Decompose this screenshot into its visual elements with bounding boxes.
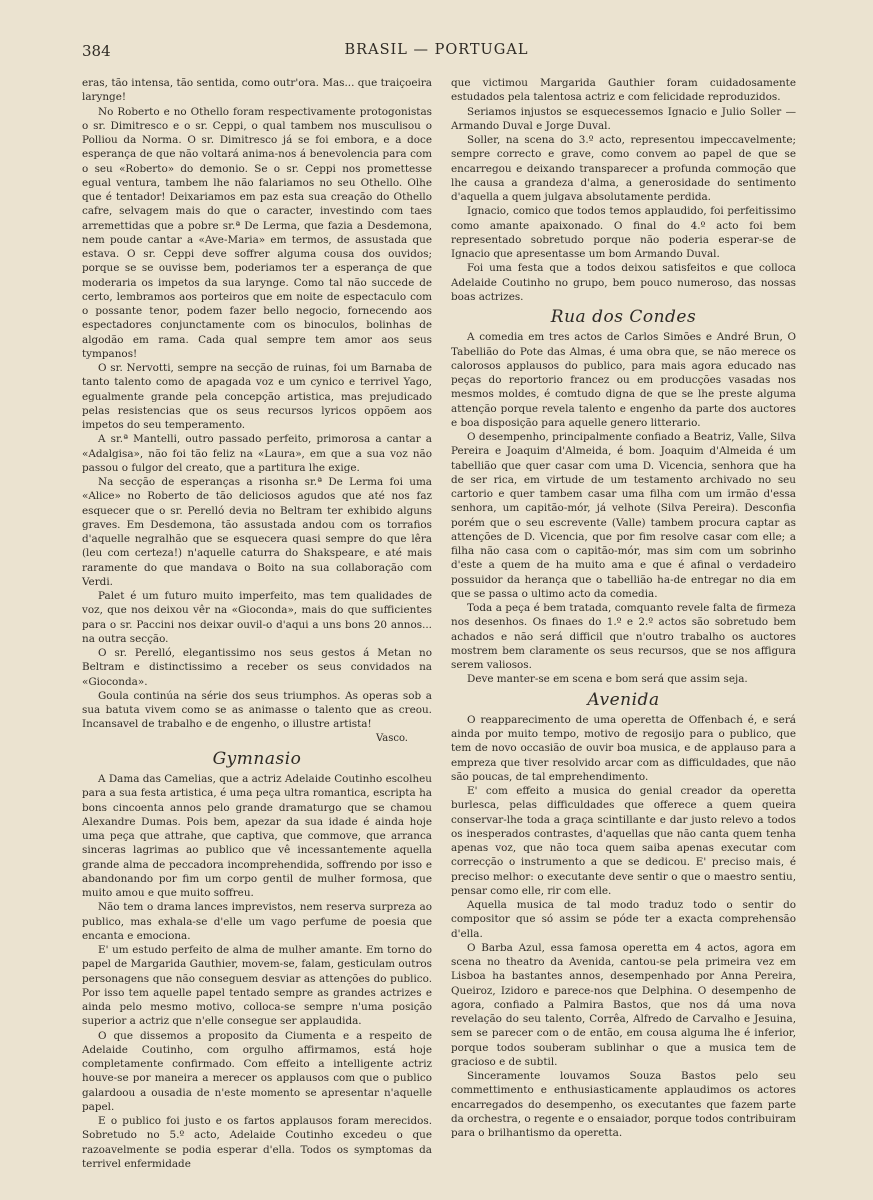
paragraph: Goula continúa na série dos seus triumphos. As operas sob a sua batuta vivem como se as animasse o talento que as creou. Incansavel de trabalho e de engenho, o illustre artista! (82, 689, 432, 731)
paragraph: A Dama das Camelias, que a actriz Adelaide Coutinho escolheu para a sua festa artistica, é uma peça ultra romantica, escripta ha bons cincoenta annos pelo grande dramaturgo que se chamou Alexandre Dumas. Pois bem, apezar da sua idade é ainda hoje uma peça que attrahe, que captiva, que commove, que arranca sinceras lagrimas ao publico que vê incessantemente aquella grande alma de peccadora incomprehendida, soffrendo por isso e abandonando por fim um corpo gentil de mulher formosa, que muito amou e que muito soffreu. (82, 773, 432, 899)
paragraph: E o publico foi justo e os fartos applausos foram merecidos. Sobretudo no 5.º acto, Adelaide Coutinho excedeu o que razoavelmente se podia esperar d'ella. Todos os symptomas da terrivel enfermidade (82, 1115, 432, 1170)
section-heading-rua-dos-condes: Rua dos Condes (550, 307, 697, 327)
section-heading-gymnasio: Gymnasio (212, 748, 302, 769)
paragraph: eras, tão intensa, tão sentida, como outr'ora. Mas... que traiçoeira larynge! (82, 77, 432, 104)
paragraph: Seriamos injustos se esquecessemos Ignacio e Julio Soller — Armando Duval e Jorge Duval. (451, 105, 796, 132)
left-column (82, 76, 432, 1171)
paragraph: O que dissemos a proposito da Ciumenta e a respeito de Adelaide Coutinho, com orgulho affirmamos, está hoje completamente confirmado. Com effeito a intelligente actriz houve-se por maneira a merecer os applausos com que o publico galardoou a ousadia de n'este momento se apresentar n'aquelle papel. (82, 1029, 432, 1113)
paragraph: Foi uma festa que a todos deixou satisfeitos e que colloca Adelaide Coutinho no grupo, bem pouco numeroso, das nossas boas actrizes. (451, 262, 796, 303)
paragraph: Ignacio, comico que todos temos applaudido, foi perfeitissimo como amante apaixonado. O final do 4.º acto foi bem representado sobretudo porque não poderia esperar-se de Ignacio que apresentasse um bom Armando Duval. (451, 205, 796, 260)
paragraph: O reapparecimento de uma operetta de Offenbach é, e será ainda por muito tempo, motivo de regosijo para o publico, que tem de novo occasião de ouvir boa musica, e de applauso para a empreza que tiver resolvido arcar com as difficuldades, que não são poucas, de tal emprehendimento. (451, 713, 796, 783)
paragraph: Sinceramente louvamos Souza Bastos pelo seu commettimento e enthusiasticamente applaudimos os actores encarregados do desempenho, os executantes que fazem parte da orchestra, o regente e o ensaiador, porque todos contribuiram para o brilhantismo da operetta. (451, 1070, 796, 1139)
paragraph: Na secção de esperanças a risonha sr.ª De Lerma foi uma «Alice» no Roberto de tão deliciosos agudos que até nos faz esquecer que o sr. Perelló devia no Beltram ter exhibido alguns graves. Em Desdemona, tão assustada andou com os torrafios d'aquelle negralhão que se esquecera quasi sempre do que lêra (leu com certeza!) n'aquelle caturra do Shakspeare, e até mais raramente do que mandava o Boito na sua collaboração com Verdi. (82, 476, 432, 588)
paragraph: O Barba Azul, essa famosa operetta em 4 actos, agora em scena no theatro da Avenida, cantou-se pela primeira vez em Lisboa ha bastantes annos, desempenhado por Anna Pereira, Queiroz, Izidoro e parece-nos que Delphina. O desempenho de agora, confiado a Palmira Bastos, que nos dá uma nova revelação do seu talento, Corrêa, Alfredo de Carvalho e Jesuina, sem se parecer com o de então, em cousa alguma lhe é inferior, porque todos souberam sublinhar o que a musica tem de gracioso e de subtil. (451, 941, 796, 1068)
paragraph: E' com effeito a musica do genial creador da operetta burlesca, pelas difficuldades que offerece a quem queira conservar-lhe toda a graça scintillante e dar justo relevo a todos os inesperados contrastes, d'aquellas que não canta quem tenha apenas voz, que não toca quem saiba apenas executar com correcção o instrumento a que se dedicou. E' preciso mais, é preciso melhor: o executante deve sentir o que o maestro sentiu, pensar como elle, rir com elle. (451, 785, 796, 897)
right-column (451, 76, 796, 1140)
paragraph: O sr. Perelló, elegantissimo nos seus gestos á Metan no Beltram e distinctissimo a receber os seus convidados na «Gioconda». (82, 647, 432, 688)
paragraph: Palet é um futuro muito imperfeito, mas tem qualidades de voz, que nos deixou vêr na «Gioconda», mais do que sufficientes para o sr. Paccini nos deixar ouvil-o d'aqui a uns bons 20 annos... na outra secção. (82, 590, 432, 645)
paragraph: Aquella musica de tal modo traduz todo o sentir do compositor que só assim se póde ter a exacta comprehensão d'ella. (451, 899, 796, 940)
paragraph: No Roberto e no Othello foram respectivamente protogonistas o sr. Dimitresco e o sr. Ceppi, o qual tambem nos musculisou o Polliou da Norma. O sr. Dimitresco já se foi embora, e a doce esperança de que não voltará anima-nos á benevolencia para com o seu «Roberto» do demonio. Se o sr. Ceppi nos promettesse egual ventura, tambem lhe não falariamos no seu Othello. Olhe que é tentador! Deixariamos em paz esta sua creação do Othello cafre, selvagem mais do que o caracter, investindo com taes arremettidas que a pobre sr.ª De Lerma, que fazia a Desdemona, nem poude cantar a «Ave-Maria» em termos, de assustada que estava. O sr. Ceppi deve soffrer alguma cousa dos ouvidos; porque se se ouvisse bem, poderiamos ter a esperança de que moderaria os impetos da sua larynge. Como tal não succede de certo, lembramos aos porteiros que em noite de espectaculo com o possante tenor, podem fazer bello negocio, fornecendo aos espectadores conjunctamente com os binoculos, bolinhas de algodão em rama. Cada qual sempre tem amor aos seus tympanos! (82, 105, 432, 360)
paragraph: Deve manter-se em scena e bom será que assim seja. (467, 673, 748, 686)
section-heading-avenida: Avenida (587, 689, 660, 710)
paragraph: O sr. Nervotti, sempre na secção de ruinas, foi um Barnaba de tanto talento como de apagada voz e um cynico e terrivel Yago, egualmente grande pela concepção artistica, mas prejudicado pelas resistencias que os seus recursos lyricos oppõem aos impetos do seu temperamento. (82, 362, 432, 431)
running-head-title: BRASIL — PORTUGAL (344, 42, 529, 58)
paragraph: O desempenho, principalmente confiado a Beatriz, Valle, Silva Pereira e Joaquim d'Almeida, é bom. Joaquim d'Almeida é um tabellião que quer casar com uma D. Vicencia, senhora que ha de ser rica, em virtude de um testamento archivado no seu cartorio e quer tambem casar uma filha com um irmão d'essa senhora, um capitão-mór, já velhote (Silva Pereira). Desconfia porém que o seu escrevente (Valle) tambem procura captar as attenções de D. Vicencia, que por fim resolve casar com elle; a filha não casa com o capitão-mór, mas sim com um sobrinho d'este a quem de ha muito ama e que é afinal o verdadeiro possuidor da herança que o tabellião ha-de entregar no dia em que se passa o ultimo acto da comedia. (451, 431, 796, 600)
paragraph: Não tem o drama lances imprevistos, nem reserva surpreza ao publico, mas exhala-se d'elle um vago perfume de poesia que encanta e emociona. (82, 901, 432, 942)
paragraph: Soller, na scena do 3.º acto, representou impeccavelmente; sempre correcto e grave, como convem ao papel de que se encarregou e deixando transparecer a profunda commoção que lhe causa a grandeza d'alma, a generosidade do sentimento d'aquella a quem julgava absolutamente perdida. (451, 134, 796, 203)
author-signature: Vasco. (375, 732, 408, 744)
paragraph: E' um estudo perfeito de alma de mulher amante. Em torno do papel de Margarida Gauthier, movem-se, falam, gesticulam outros personagens que não conseguem desviar as attenções do publico. Por isso tem aquelle papel tentado sempre as grandes actrizes e ainda pelo mesmo motivo, colloca-se sempre n'uma posição superior a actriz que n'elle consegue ser applaudida. (82, 944, 432, 1028)
paragraph: Toda a peça é bem tratada, comquanto revele falta de firmeza nos desenhos. Os finaes do 1.º e 2.º actos são sobretudo bem achados e não será difficil que n'outro trabalho os auctores mostrem bem claramente os seus recursos, que se nos affigura serem valiosos. (451, 602, 796, 671)
paragraph: A comedia em tres actos de Carlos Simões e André Brun, O Tabellião do Pote das Almas, é uma obra que, se não merece os calorosos applausos do publico, para mais agora educado nas peças do reportorio francez ou em producções vasadas nos mesmos moldes, é comtudo digna de que se lhe preste alguma attenção porque revela talento e engenho da parte dos auctores e boa disposição para aquelle genero litterario. (451, 331, 796, 429)
paragraph: que victimou Margarida Gauthier foram cuidadosamente estudados pela talentosa actriz e com felicidade reproduzidos. (451, 77, 796, 104)
page-number: 384 (82, 42, 111, 60)
paragraph: A sr.ª Mantelli, outro passado perfeito, primorosa a cantar a «Adalgisa», não foi tão feliz na «Laura», em que a sua voz não passou o fulgor del creato, que a partitura lhe exige. (82, 433, 432, 474)
